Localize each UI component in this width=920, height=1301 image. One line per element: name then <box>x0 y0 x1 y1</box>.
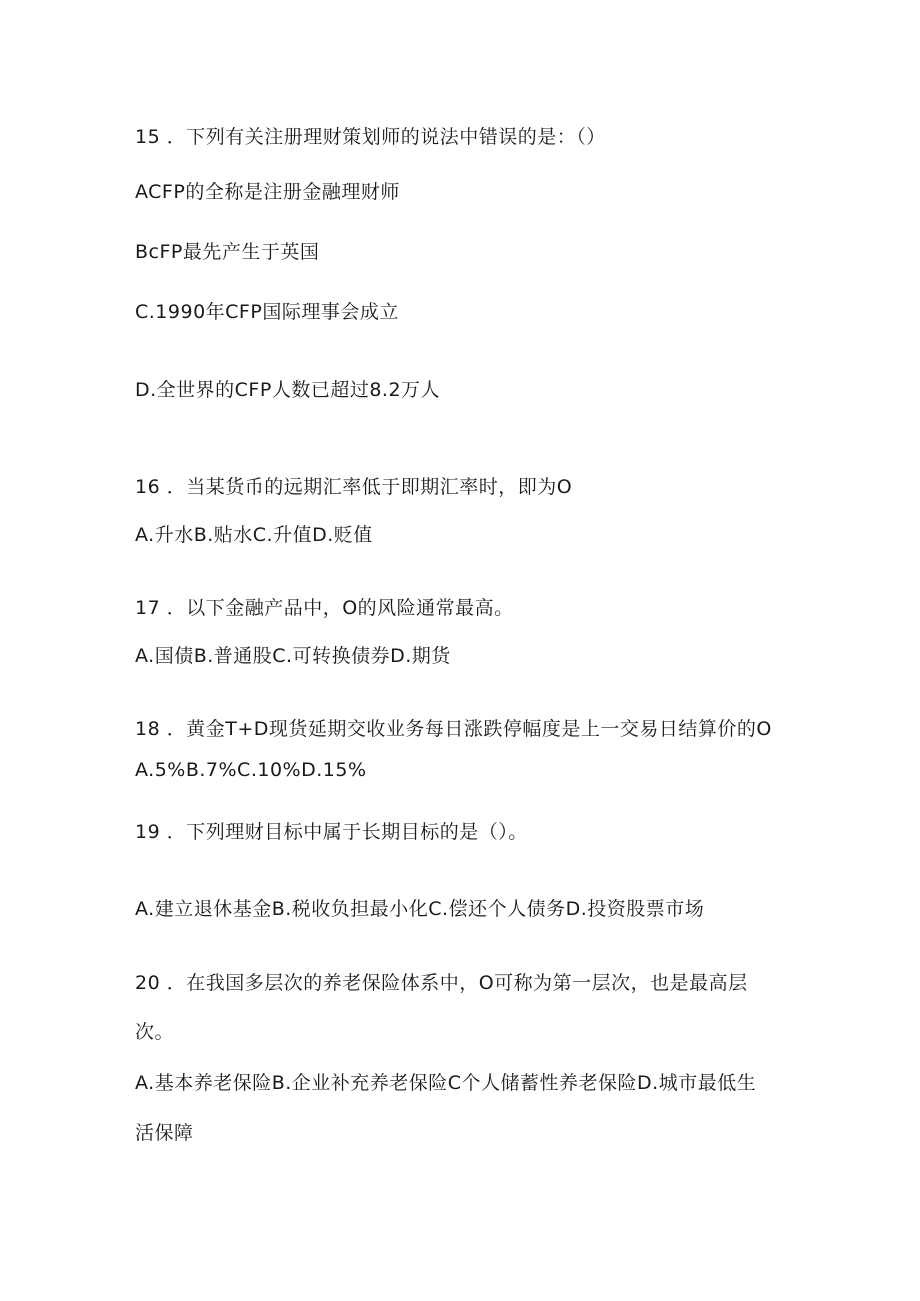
question-19-options: A.建立退休基金B.税收负担最小化C.偿还个人债务D.投资股票市场 <box>135 898 705 920</box>
question-20-stem-line-2: 次。 <box>135 1021 175 1043</box>
question-20-options-line-1: A.基本养老保险B.企业补充养老保险C个人储蓄性养老保险D.城市最低生 <box>135 1072 757 1094</box>
question-19-stem: 19 ．下列理财目标中属于长期目标的是（）。 <box>135 821 528 843</box>
question-15-option-c: C.1990年CFP国际理事会成立 <box>135 301 399 323</box>
question-20-options-line-2: 活保障 <box>135 1122 194 1144</box>
question-15-stem: 15 ．下列有关注册理财策划师的说法中错误的是：（） <box>135 126 606 148</box>
question-15-option-d: D.全世界的CFP人数已超过8.2万人 <box>135 379 441 401</box>
question-20-stem-line-1: 20 ．在我国多层次的养老保险体系中，O可称为第一层次，也是最高层 <box>135 972 748 994</box>
question-17-stem: 17 ．以下金融产品中，O的风险通常最高。 <box>135 597 514 619</box>
question-17-options: A.国债B.普通股C.可转换债券D.期货 <box>135 645 451 667</box>
question-16-options: A.升水B.贴水C.升值D.贬值 <box>135 524 373 546</box>
question-18-stem: 18 ．黄金T+D现货延期交收业务每日涨跌停幅度是上一交易日结算价的O <box>135 718 772 740</box>
question-15-option-b: BcFP最先产生于英国 <box>135 241 320 263</box>
question-16-stem: 16 ．当某货币的远期汇率低于即期汇率时，即为O <box>135 476 573 498</box>
question-18-options: A.5%B.7%C.10%D.15% <box>135 759 367 781</box>
question-15-option-a: ACFP的全称是注册金融理财师 <box>135 181 400 203</box>
